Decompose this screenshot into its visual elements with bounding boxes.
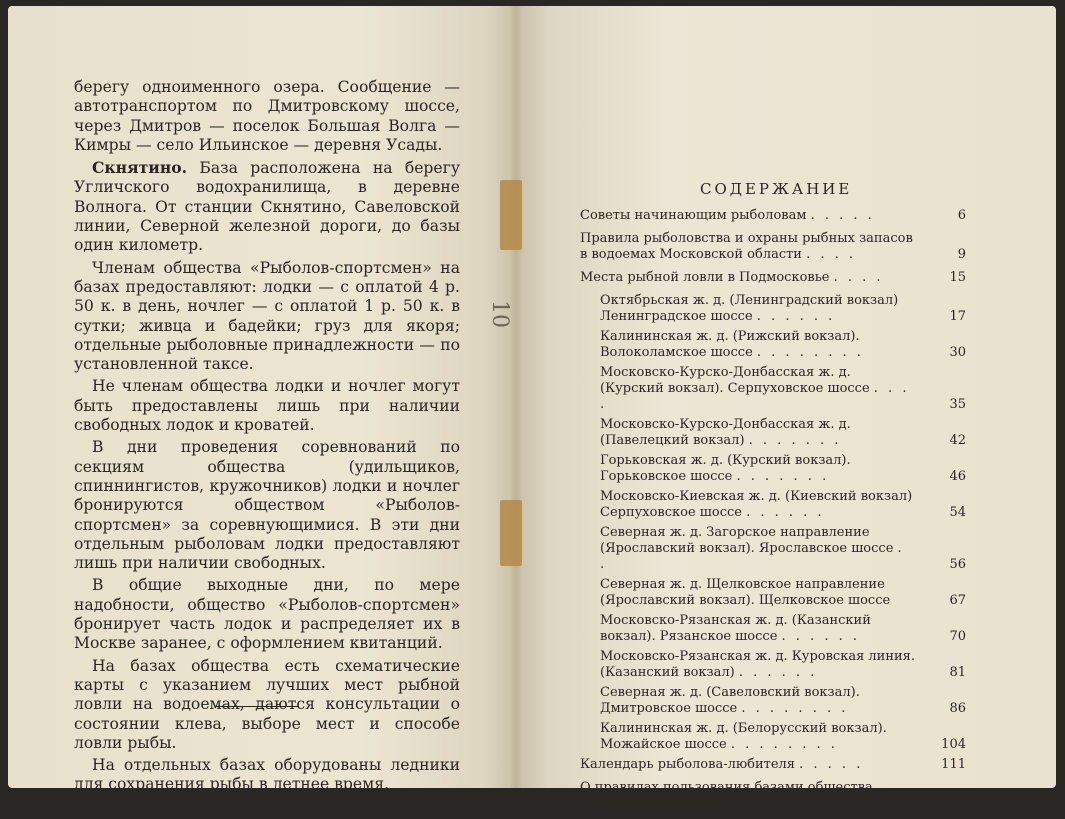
paragraph-text: В общие выходные дни, по мере надобности, общество «Рыболов-спортсмен» бронирует часть лодок и распределяет их в Москве заранее, с оформлением квитанций. xyxy=(74,576,460,653)
toc-page-number: 70 xyxy=(949,629,966,644)
toc-entry-title: Правила рыболовства и охраны рыбных запасов в водоемах Московской области xyxy=(580,231,913,262)
toc-entry xyxy=(580,577,966,609)
toc-entry-text-block xyxy=(600,329,966,361)
paragraph-text: На отдельных базах оборудованы ледники для сохранения рыбы в летнее время. xyxy=(74,756,460,794)
toc-page-number: 30 xyxy=(949,345,966,360)
toc-entry-title: Северная ж. д. (Савеловский вокзал). Дмитровское шоссе xyxy=(600,685,860,716)
binding-tape xyxy=(500,180,522,250)
toc-entry-text-block xyxy=(600,417,966,449)
toc-entry xyxy=(580,721,966,753)
toc-entry-title: Московско-Курско-Донбасская ж. д. (Курский вокзал). Серпуховское шоссе xyxy=(600,365,870,396)
toc-entry-text-block xyxy=(600,489,966,521)
paragraph xyxy=(74,259,460,375)
toc-page-number: 46 xyxy=(949,469,966,484)
toc-entry-text-block xyxy=(600,453,966,485)
binding-tape xyxy=(500,500,522,566)
table-of-contents xyxy=(580,208,966,819)
toc-leader-dots: . . . . . . . . xyxy=(756,345,864,360)
toc-entry-title: Места рыбной ловли в Подмосковье xyxy=(580,270,830,285)
toc-entry xyxy=(580,613,966,645)
toc-entry-text-block xyxy=(580,757,966,773)
toc-leader-dots: . . . . . . . . xyxy=(741,701,849,716)
toc-entry-text-block xyxy=(600,577,966,609)
toc-entry xyxy=(580,780,966,812)
paragraph xyxy=(74,657,460,753)
toc-entry-text-block xyxy=(600,365,966,413)
toc-entry xyxy=(580,293,966,325)
toc-leader-dots: . . . . . . . . xyxy=(735,796,843,811)
toc-leader-dots: . . . . xyxy=(833,270,884,285)
toc-leader-dots: . . . . . . xyxy=(781,629,860,644)
toc-entry-text-block xyxy=(600,685,966,717)
toc-leader-dots: . . . . . . xyxy=(738,665,818,680)
toc-entry-title: Московско-Рязанская ж. д. Куровская линия. (Казанский вокзал) xyxy=(600,649,916,680)
toc-page-number: 86 xyxy=(949,701,966,716)
toc-entry xyxy=(580,417,966,449)
toc-page-number: 6 xyxy=(957,208,966,223)
toc-page-number: 104 xyxy=(941,737,966,752)
toc-entry-title: Северная ж. д. Загорское направление (Ярославский вокзал). Ярославское шоссе xyxy=(600,525,894,556)
toc-title: СОДЕРЖАНИЕ xyxy=(700,180,853,198)
paragraph-text: Членам общества «Рыболов-спортсмен» на базах предоставляют: лодки — с оплатой 4 р. 50 к. в день, ночлег — с оплатой 1 р. 50 к. в сутки; живца и бадейки; груз для якоря; отдельные рыболовные принадлежности — по установленной таксе. xyxy=(74,258,460,374)
toc-leader-dots: . . . . . xyxy=(810,208,875,223)
toc-entry-text-block xyxy=(580,231,966,263)
book-gutter xyxy=(509,6,523,788)
toc-page-number: 17 xyxy=(949,309,966,324)
toc-page-number: 35 xyxy=(949,397,966,412)
toc-leader-dots: . . . . . . . xyxy=(736,469,830,484)
toc-entry xyxy=(580,270,966,286)
paragraph-text: берегу одноименного озера. Сообщение — автотранспортом по Дмитровскому шоссе, через Дмитров — поселок Большая Волга — Кимры — село Ильинское — деревня Усады. xyxy=(74,78,460,154)
toc-page-number: 15 xyxy=(949,270,966,285)
toc-page-number: 81 xyxy=(949,665,966,680)
toc-entry-text-block xyxy=(600,721,966,753)
toc-page-number: 9 xyxy=(957,247,966,262)
paragraph-lead: Скнятино. xyxy=(92,158,188,178)
toc-entry xyxy=(580,329,966,361)
paragraph xyxy=(74,377,460,435)
toc-leader-dots: . . . . . . xyxy=(746,505,825,520)
toc-entry-title: Октябрьская ж. д. (Ленинградский вокзал) Ленинградское шоссе xyxy=(600,293,899,324)
paragraph-text: В дни проведения соревнований по секциям общества (удильщиков, спиннингистов, кружочников) лодки и ночлег бронируются обществом «Рыболов-спортсмен» за соревнующимися. В эти дни отдельным рыболовам лодки предоставляют лишь при наличии свободных. xyxy=(74,438,460,573)
toc-page-number: 56 xyxy=(949,557,966,572)
toc-page-number: 147 xyxy=(941,796,966,811)
toc-entry-title: Горьковская ж. д. (Курский вокзал). Горьковское шоссе xyxy=(600,453,851,484)
toc-entry-title: Северная ж. д. Щелковское направление (Ярославский вокзал). Щелковское шоссе xyxy=(600,577,891,608)
toc-leader-dots: . . . . . . . xyxy=(748,433,842,448)
toc-entry xyxy=(580,525,966,573)
toc-entry xyxy=(580,453,966,485)
toc-leader-dots: . . . . xyxy=(806,247,857,262)
toc-entry xyxy=(580,208,966,224)
toc-entry-text-block xyxy=(600,525,966,573)
toc-leader-dots: . . . . xyxy=(600,381,910,412)
toc-entry xyxy=(580,365,966,413)
toc-leader-dots: . . . . . . xyxy=(756,309,836,324)
paragraph xyxy=(74,438,460,573)
end-rule xyxy=(216,706,298,707)
body-text xyxy=(74,78,460,798)
toc-entry-title: Календарь рыболова-любителя xyxy=(580,757,795,772)
paragraph-text: Не членам общества лодки и ночлег могут быть предоставлены лишь при наличии свободных лодок и кроватей. xyxy=(74,377,460,435)
paragraph xyxy=(74,756,460,795)
binding-mark: 10 xyxy=(487,300,512,328)
toc-entry-text-block xyxy=(580,270,966,286)
toc-entry-title: О правилах пользования базами общества «Рыболов-спортсмен» xyxy=(580,780,873,811)
toc-entry xyxy=(580,231,966,263)
left-page xyxy=(8,6,516,794)
toc-entry-text-block xyxy=(580,780,966,812)
toc-entry xyxy=(580,649,966,681)
toc-entry xyxy=(580,685,966,717)
toc-entry-title: Советы начинающим рыболовам xyxy=(580,208,807,223)
toc-leader-dots: . . . . . xyxy=(799,757,864,772)
toc-leader-dots: . . . . . . . . xyxy=(730,737,838,752)
toc-entry-text-block xyxy=(600,649,966,681)
toc-entry-text-block xyxy=(600,613,966,645)
paragraph xyxy=(74,78,460,155)
toc-entry-title: Московско-Киевская ж. д. (Киевский вокзал) Серпуховское шоссе xyxy=(600,489,913,520)
toc-entry-title: Московско-Курско-Донбасская ж. д. (Павелецкий вокзал) xyxy=(600,417,851,448)
paragraph xyxy=(74,158,460,255)
toc-entry xyxy=(580,757,966,773)
paragraph xyxy=(74,576,460,653)
toc-entry-title: Московско-Рязанская ж. д. (Казанский вокзал). Рязанское шоссе xyxy=(600,613,871,644)
toc-entry-title: Калининская ж. д. (Рижский вокзал). Волоколамское шоссе xyxy=(600,329,860,360)
toc-page-number: 42 xyxy=(949,433,966,448)
toc-page-number: 54 xyxy=(949,505,966,520)
toc-entry-text-block xyxy=(600,293,966,325)
toc-entry-text-block xyxy=(580,208,966,224)
toc-page-number: 111 xyxy=(941,757,966,772)
toc-page-number: 67 xyxy=(949,593,966,608)
paragraph-text: База расположена на берегу Угличского водохранилища, в деревне Волнога. От станции Скнятино, Савеловской линии, Северной железной дороги, до базы один километр. xyxy=(74,159,460,255)
toc-leader-dots: . . xyxy=(600,541,905,572)
paragraph-text: На базах общества есть схематические карты с указанием лучших мест рыбной ловли на водоемах, даются консультации о состоянии клева, выборе мест и способе ловли рыбы. xyxy=(74,656,460,752)
toc-entry-title: Калининская ж. д. (Белорусский вокзал). Можайское шоссе xyxy=(600,721,887,752)
toc-entry xyxy=(580,489,966,521)
